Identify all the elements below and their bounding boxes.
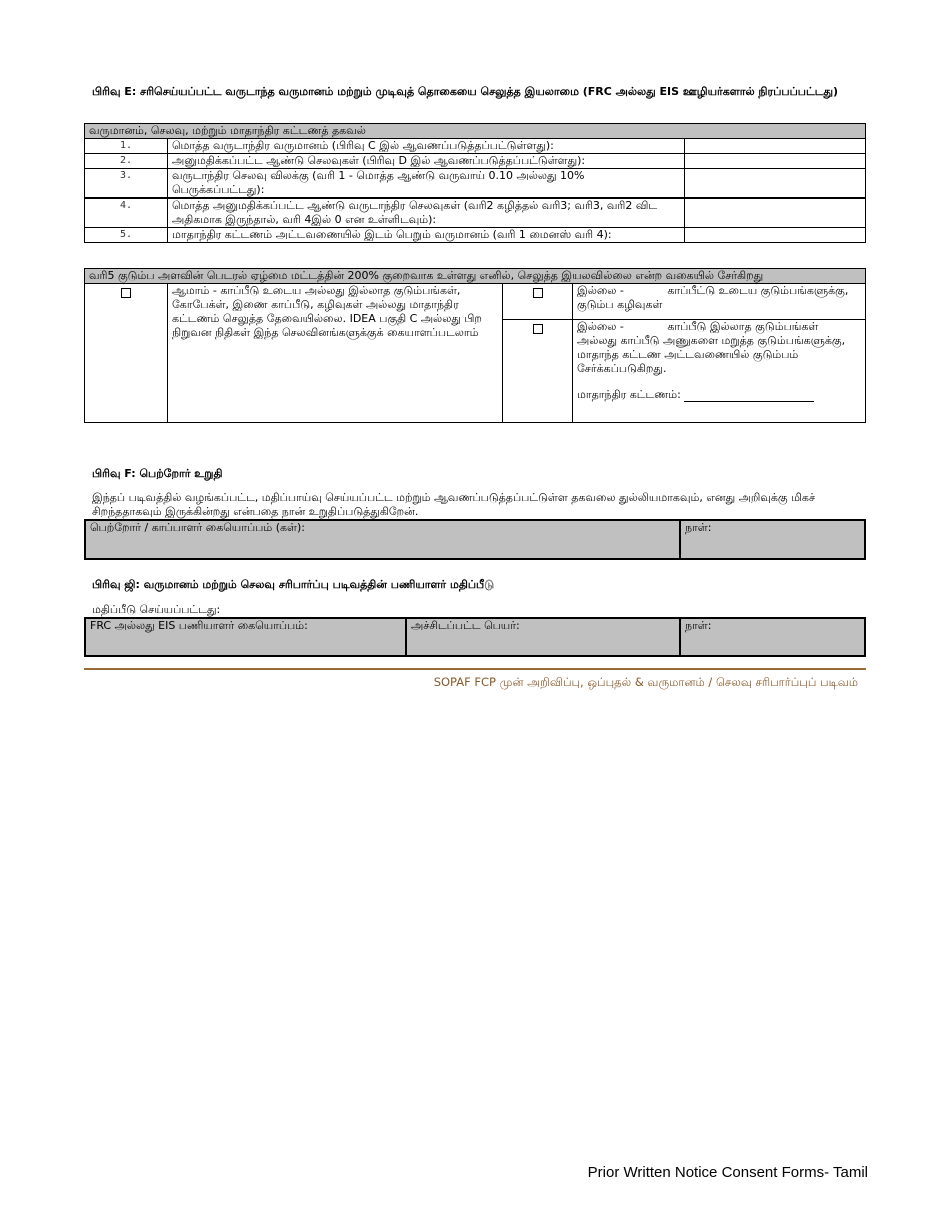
row-number: 4. [85, 198, 168, 228]
table-row [85, 228, 866, 243]
no-insured-checkbox[interactable] [503, 284, 573, 320]
monthly-fee-input[interactable] [684, 390, 814, 402]
page-caption: Prior Written Notice Consent Forms- Tamil [587, 1164, 868, 1181]
row-value-field[interactable] [685, 139, 866, 154]
row-value-field[interactable] [685, 228, 866, 243]
checkbox-icon [121, 288, 131, 298]
no-lead: இல்லை - [577, 284, 624, 297]
no-uninsured-option [573, 319, 866, 422]
section-f-heading: பிரிவு F: பெற்றோர் உறுதி [92, 467, 223, 480]
no-uninsured-checkbox[interactable] [503, 319, 573, 422]
table-row [85, 198, 866, 228]
table-row [85, 139, 866, 154]
income-table-header: வருமானம், செலவு, மற்றும் மாதாந்திர கட்டணத் தகவல் [85, 124, 866, 139]
staff-signature-field[interactable]: FRC அல்லது EIS பணியாளர் கையொப்பம்: [85, 618, 406, 656]
monthly-fee-label: மாதாந்திர கட்டணம்: [577, 387, 681, 401]
row-number: 1. [85, 139, 168, 154]
row-label: மாதாந்திர கட்டணம் அட்டவணையில் இடம் பெறும் வருமானம் (வரி 1 மைனஸ் வரி 4): [168, 228, 685, 243]
parent-date-field[interactable]: நாள்: [680, 520, 865, 559]
checkbox-icon [533, 324, 543, 334]
checkbox-icon [533, 288, 543, 298]
section-e-heading: பிரிவு E: சரிசெய்யப்பட்ட வருடாந்த வருமானம் மற்றும் முடிவுத் தொகையை செலுத்த இயலாமை (FRC அல்லது EIS ஊழியர்களால் நிரப்பப்பட்டது) [92, 85, 839, 98]
row-value-field[interactable] [685, 154, 866, 169]
staff-date-field[interactable]: நாள்: [680, 618, 865, 656]
parent-signature-table [84, 519, 866, 560]
eligibility-table [84, 268, 866, 423]
staff-signature-table [84, 617, 866, 657]
no-insured-text: காப்பீட்டு உடைய குடும்பங்களுக்கு, குடும்ப கழிவுகள் [577, 284, 849, 311]
table-row [85, 169, 866, 199]
row-number: 3. [85, 169, 168, 199]
footer-rule [84, 668, 866, 670]
row-label: மொத்த அனுமதிக்கப்பட்ட ஆண்டு வருடாந்திர செலவுகள் (வரி2 கழித்தல் வரி3; வரி3, வரி2 விட அதிகமாக இருந்தால், வரி 4இல் 0 என உள்ளிடவும்): [168, 198, 685, 228]
table-row [85, 154, 866, 169]
no-insured-option [573, 284, 866, 320]
row-number: 2. [85, 154, 168, 169]
reviewed-label: மதிப்பீடு செய்யப்பட்டது: [92, 603, 221, 616]
row-number: 5. [85, 228, 168, 243]
income-expense-table [84, 123, 866, 243]
yes-checkbox[interactable] [85, 284, 168, 423]
parent-statement: இந்தப் படிவத்தில் வழங்கப்பட்ட, மதிப்பாய்வு செய்யப்பட்ட மற்றும் ஆவணப்படுத்தப்பட்டுள்ள தகவலை துல்லியமாகவும், எனது அறிவுக்கு மிகச் சிறந்ததாகவும் இருக்கின்றது என்பதை நான் உறுதிப்படுத்துகிறேன். [92, 491, 816, 518]
parent-signature-field[interactable]: பெற்றோர் / காப்பாளர் கையொப்பம் (கள்): [85, 520, 680, 559]
no-uninsured-text: காப்பீடு இல்லாத குடும்பங்கள் அல்லது காப்பீடு அணுகளை மறுத்த குடும்பங்களுக்கு, மாதாந்த கட்டண அட்டவணையில் குடும்பம் சேர்க்கப்படுகிறது. [577, 319, 846, 375]
eligibility-header: வரி5 குடும்ப அளவின் பெடரல் ஏழ்மை மட்டத்தின் 200% குறைவாக உள்ளது எனில், செலுத்த இயலவில்லை என்ற வகையில் சேர்கிறது [85, 269, 866, 284]
section-g-heading: பிரிவு ஜி: வருமானம் மற்றும் செலவு சரிபார்ப்பு படிவத்தின் பணியாளர் மதிப்பீடு [92, 578, 495, 591]
no-lead: இல்லை - [577, 319, 624, 333]
row-value-field[interactable] [685, 169, 866, 199]
row-label: மொத்த வருடாந்திர வருமானம் (பிரிவு C இல் ஆவணப்படுத்தப்பட்டுள்ளது): [168, 139, 685, 154]
row-label: வருடாந்திர செலவு விலக்கு (வரி 1 - மொத்த ஆண்டு வருவாய் 0.10 அல்லது 10% பெருக்கப்பட்டது): [168, 169, 685, 199]
printed-name-field[interactable]: அச்சிடப்பட்ட பெயர்: [406, 618, 680, 656]
footer-form-title: SOPAF FCP முன் அறிவிப்பு, ஒப்புதல் & வருமானம் / செலவு சரிபார்ப்புப் படிவம் [433, 675, 858, 689]
row-label: அனுமதிக்கப்பட்ட ஆண்டு செலவுகள் (பிரிவு D இல் ஆவணப்படுத்தப்பட்டுள்ளது): [168, 154, 685, 169]
row-value-field[interactable] [685, 198, 866, 228]
yes-option-text: ஆமாம் - காப்பீடு உடைய அல்லது இல்லாத குடும்பங்கள், கோபேக்ள், இணை காப்பீடு, கழிவுகள் அல்லது மாதாந்திர கட்டணம் செலுத்த தேவையில்லை. IDEA பகுதி C அல்லது பிற நிறுவன நிதிகள் இந்த செலவினங்களுக்குக் கையாளப்படலாம் [168, 284, 503, 423]
